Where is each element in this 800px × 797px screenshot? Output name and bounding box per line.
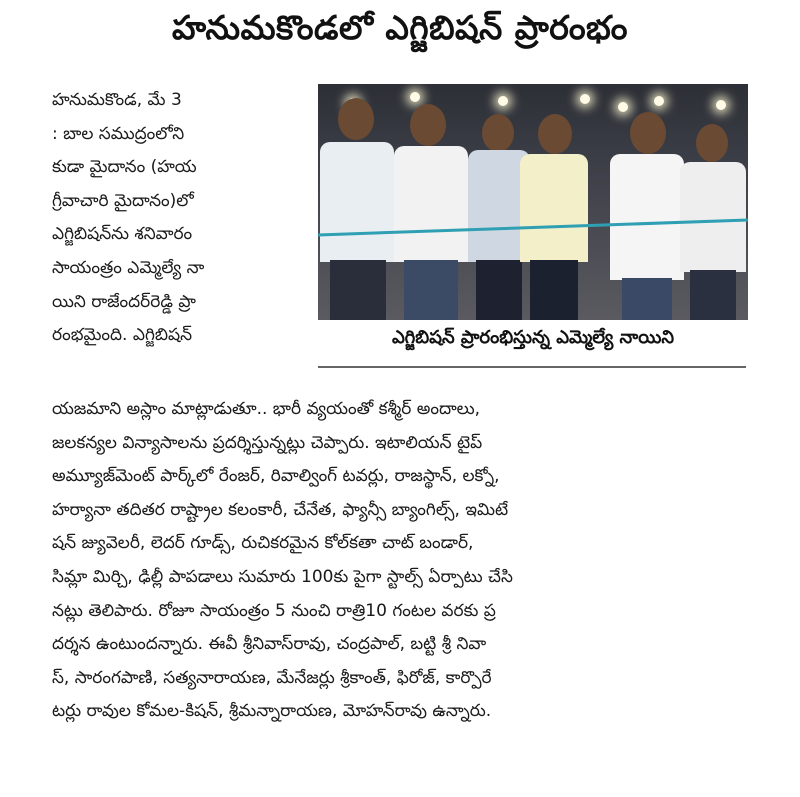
divider-rule — [318, 366, 746, 368]
text-line: దర్శన ఉంటుందన్నారు. ఈవీ శ్రీనివాస్‌రావు, చంద్రపాల్, బట్టి శ్రీ నివా — [52, 634, 487, 655]
article-body — [52, 393, 746, 729]
text-line: నట్లు తెలిపారు. రోజూ సాయంత్రం 5 నుంచి రాత్రి10 గంటల వరకు ప్ర — [52, 600, 496, 621]
person-figure — [678, 84, 748, 320]
text-line: రంభమైంది. ఎగ్జిబిషన్ — [52, 325, 193, 346]
text-line: యిని రాజేందర్‌రెడ్డి ప్రా — [52, 291, 196, 312]
text-line: సాయంత్రం ఎమ్మెల్యే నా — [52, 257, 205, 278]
left-column-text — [52, 84, 314, 353]
text-line: షన్ జ్యువెలరీ, లెదర్ గూడ్స్, రుచికరమైన కోల్‌కతా చాట్ బండార్, — [52, 533, 474, 554]
text-line: సిమ్లా మిర్చి, ఢిల్లీ పాపడాలు సుమారు 100కు పైగా స్టాల్స్ ఏర్పాటు చేసి — [52, 566, 513, 587]
text-line: అమ్యూజ్‌మెంట్ పార్క్‌లో రేంజర్, రివాల్వింగ్ టవర్లు, రాజస్థాన్, లక్నో, — [52, 466, 500, 487]
person-figure — [516, 84, 592, 320]
person-figure — [390, 84, 472, 320]
text-line: యజమాని అస్లాం మాట్లాడుతూ.. భారీ వ్యయంతో కశ్మీర్ అందాలు, — [52, 399, 481, 419]
headline: హనుమకొండలో ఎగ్జిబిషన్ ప్రారంభం — [171, 8, 629, 47]
event-photo — [318, 84, 748, 320]
text-line: హర్యానా తదితర రాష్ట్రాల కలంకారీ, చేనేత, ఫ్యాన్సీ బ్యాంగిల్స్, ఇమిటే — [52, 499, 509, 520]
text-line: ఎగ్జిబిషన్‌ను శనివారం — [52, 224, 193, 245]
text-line: జలకన్యల విన్యాసాలను ప్రదర్శిస్తున్నట్లు చెప్పారు. ఇటాలియన్ టైప్ — [52, 432, 483, 453]
person-figure — [606, 84, 688, 320]
text-line: కుడా మైదానం (హయ — [52, 157, 197, 178]
person-figure — [318, 84, 398, 320]
text-line: హనుమకొండ, మే 3 — [52, 90, 182, 110]
text-line: : బాల సముద్రంలోని — [52, 123, 185, 144]
text-line: టర్లు రావుల కోమల-కిషన్, శ్రీమన్నారాయణ, మోహన్‌రావు ఉన్నారు. — [52, 701, 492, 722]
text-line: గ్రీవాచారి మైదానం)లో — [52, 190, 194, 211]
photo-caption: ఎగ్జిబిషన్ ప్రారంభిస్తున్న ఎమ్మెల్యే నాయిని — [391, 327, 675, 348]
text-line: స్, సారంగపాణి, సత్యనారాయణ, మేనేజర్లు శ్రీకాంత్, ఫిరోజ్, కార్పొరే — [52, 667, 492, 688]
